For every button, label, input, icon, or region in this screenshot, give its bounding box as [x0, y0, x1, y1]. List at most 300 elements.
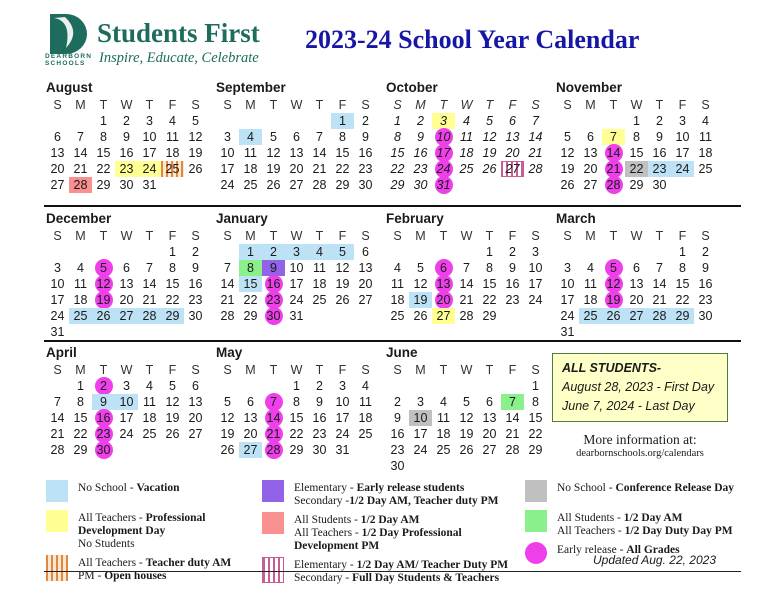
day-cell: 17 [289, 277, 304, 291]
day-cell: 23 [648, 161, 671, 177]
weekday-header: S [393, 229, 402, 243]
weekday-header: T [99, 229, 108, 243]
day-cell: 30 [652, 178, 667, 192]
day-cell: 3 [146, 114, 153, 128]
day-cell: 28 [138, 308, 161, 324]
weekday-header: S [361, 98, 370, 112]
day-cell: 5 [270, 130, 277, 144]
month-march [556, 211, 726, 340]
weekday-header: W [460, 98, 473, 112]
day-cell: 26 [335, 293, 350, 307]
day-cell: 27 [482, 443, 497, 457]
day-cell: 19 [95, 291, 113, 309]
day-cell: 26 [188, 162, 203, 176]
day-cell: 10 [142, 130, 157, 144]
day-cell: 19 [266, 162, 281, 176]
month-title: September [216, 80, 286, 95]
legend-text: All Teachers - Professional Development Day No Students [78, 512, 206, 550]
day-cell: 17 [142, 146, 157, 160]
day-cell: 29 [482, 309, 497, 323]
day-cell: 14 [459, 277, 474, 291]
month-grid [386, 362, 547, 474]
weekday-header: W [460, 363, 473, 377]
weekday-header: F [508, 363, 517, 377]
day-cell: 15 [289, 411, 304, 425]
day-cell: 16 [652, 146, 667, 160]
weekday-header: S [393, 363, 402, 377]
day-cell: 9 [394, 411, 401, 425]
day-cell: 4 [702, 114, 709, 128]
day-cell: 22 [528, 427, 543, 441]
day-cell: 3 [679, 114, 686, 128]
day-cell: 19 [605, 291, 623, 309]
legend [46, 480, 755, 589]
day-cell: 21 [652, 293, 667, 307]
day-cell: 18 [312, 277, 327, 291]
day-cell: 28 [265, 441, 283, 459]
day-cell: 13 [188, 395, 203, 409]
day-cell: 29 [671, 308, 694, 324]
day-cell: 4 [362, 379, 369, 393]
day-cell: 5 [169, 379, 176, 393]
last-day-line: June 7, 2024 - Last Day [562, 399, 695, 413]
month-title: May [216, 345, 243, 360]
weekday-header: S [531, 98, 540, 112]
day-cell: 5 [564, 130, 571, 144]
month-grid [216, 228, 377, 324]
day-cell: 28 [69, 177, 92, 193]
day-cell: 4 [77, 261, 84, 275]
day-cell: 29 [161, 308, 184, 324]
day-cell: 27 [115, 308, 138, 324]
day-cell: 13 [435, 275, 453, 293]
row-divider [44, 205, 741, 207]
weekday-header: W [460, 229, 473, 243]
weekday-header: S [191, 363, 200, 377]
day-cell: 23 [312, 427, 327, 441]
day-cell: 2 [702, 245, 709, 259]
day-cell: 26 [220, 443, 235, 457]
legend-item [46, 555, 262, 583]
day-cell: 25 [142, 427, 157, 441]
day-cell: 11 [166, 130, 179, 144]
weekday-header: T [485, 363, 494, 377]
day-cell: 11 [74, 277, 87, 291]
weekday-header: F [508, 229, 517, 243]
day-cell: 5 [605, 259, 623, 277]
day-cell: 12 [482, 130, 497, 144]
day-cell: 20 [358, 277, 373, 291]
day-cell: 9 [702, 261, 709, 275]
day-cell: 9 [92, 394, 115, 410]
weekday-header: W [290, 229, 303, 243]
day-cell: 18 [583, 293, 598, 307]
month-april [46, 345, 216, 474]
day-cell: 20 [435, 291, 453, 309]
day-cell: 22 [335, 162, 350, 176]
day-cell: 30 [358, 178, 373, 192]
day-cell: 10 [675, 130, 690, 144]
day-cell: 10 [528, 261, 543, 275]
day-cell: 24 [289, 293, 304, 307]
bottom-rule [44, 571, 741, 572]
day-cell: 24 [119, 427, 134, 441]
weekday-header: T [315, 363, 324, 377]
day-cell: 8 [77, 395, 84, 409]
day-cell: 9 [262, 260, 285, 276]
day-cell: 12 [560, 146, 575, 160]
month-title: April [46, 345, 77, 360]
day-cell: 25 [390, 309, 405, 323]
day-cell: 18 [358, 411, 373, 425]
weekday-header: T [655, 229, 664, 243]
months-row-3 [46, 345, 556, 474]
day-cell: 7 [54, 395, 61, 409]
day-cell: 1 [633, 114, 640, 128]
weekday-header: M [585, 229, 596, 243]
day-cell: 21 [605, 160, 623, 178]
weekday-header: F [168, 229, 177, 243]
day-cell: 20 [482, 427, 497, 441]
day-cell: 15 [239, 276, 262, 292]
month-august [46, 80, 216, 193]
day-cell: 26 [560, 178, 575, 192]
day-cell: 23 [265, 291, 283, 309]
day-cell: 4 [169, 114, 176, 128]
day-cell: 10 [115, 394, 138, 410]
day-cell: 3 [432, 113, 455, 129]
month-title: December [46, 211, 112, 226]
day-cell: 13 [289, 146, 304, 160]
day-cell: 29 [335, 178, 350, 192]
weekday-header: T [609, 98, 618, 112]
brand-name: Students First [97, 18, 260, 48]
weekday-header: S [361, 363, 370, 377]
day-cell: 9 [656, 130, 663, 144]
weekday-header: S [191, 98, 200, 112]
day-cell: 23 [188, 293, 203, 307]
month-title: November [556, 80, 623, 95]
day-cell: 9 [509, 261, 516, 275]
day-cell: 3 [285, 244, 308, 260]
weekday-header: F [338, 229, 347, 243]
day-cell: 29 [390, 178, 405, 192]
legend-text: No School - Conference Release Day [557, 482, 735, 494]
day-cell: 20 [289, 162, 304, 176]
day-cell: 17 [435, 144, 453, 162]
day-cell: 22 [625, 161, 648, 177]
day-cell: 25 [436, 443, 451, 457]
weekday-header: M [245, 363, 256, 377]
day-cell: 11 [584, 277, 597, 291]
day-cell: 21 [220, 293, 235, 307]
day-cell: 18 [698, 146, 713, 160]
day-cell: 23 [413, 162, 428, 176]
day-cell: 10 [220, 146, 235, 160]
day-cell: 23 [358, 162, 373, 176]
legend-column-3 [525, 480, 755, 589]
day-cell: 9 [417, 130, 424, 144]
weekday-header: T [609, 229, 618, 243]
day-cell: 13 [629, 277, 644, 291]
legend-swatch-circle [525, 542, 547, 564]
day-cell: 16 [505, 277, 520, 291]
weekday-header: S [223, 229, 232, 243]
weekday-header: M [585, 98, 596, 112]
day-cell: 25 [312, 293, 327, 307]
day-cell: 13 [243, 411, 258, 425]
dearborn-schools-logo [46, 13, 94, 55]
day-cell: 11 [391, 277, 404, 291]
day-cell: 5 [95, 259, 113, 277]
day-cell: 6 [293, 130, 300, 144]
day-cell: 26 [92, 308, 115, 324]
day-cell: 17 [335, 411, 350, 425]
day-cell: 27 [583, 178, 598, 192]
day-cell: 3 [532, 245, 539, 259]
day-cell: 21 [50, 427, 65, 441]
day-cell: 26 [165, 427, 180, 441]
day-cell: 27 [50, 178, 65, 192]
calendar-url[interactable]: dearbornschools.org/calendars [576, 448, 704, 459]
weekday-header: S [53, 229, 62, 243]
day-cell: 24 [435, 160, 453, 178]
day-cell: 14 [605, 144, 623, 162]
day-cell: 7 [224, 261, 231, 275]
day-cell: 21 [142, 293, 157, 307]
day-cell: 1 [293, 379, 300, 393]
day-cell: 7 [265, 393, 283, 411]
day-cell: 17 [560, 293, 575, 307]
day-cell: 20 [119, 293, 134, 307]
legend-text: All Teachers - Teacher duty AM PM - Open houses [78, 557, 232, 582]
weekday-header: W [120, 98, 133, 112]
weekday-header: T [485, 98, 494, 112]
month-title: August [46, 80, 93, 95]
day-cell: 2 [417, 114, 424, 128]
day-cell: 8 [486, 261, 493, 275]
weekday-header: F [338, 98, 347, 112]
day-cell: 6 [192, 379, 199, 393]
day-cell: 18 [390, 293, 405, 307]
weekday-header: W [120, 229, 133, 243]
day-cell: 17 [413, 427, 428, 441]
day-cell: 6 [123, 261, 130, 275]
day-cell: 23 [390, 443, 405, 457]
day-cell: 12 [413, 277, 428, 291]
day-cell: 10 [50, 277, 65, 291]
weekday-header: F [338, 363, 347, 377]
day-cell: 3 [339, 379, 346, 393]
legend-item [262, 480, 525, 508]
day-cell: 5 [224, 395, 231, 409]
day-cell: 8 [679, 261, 686, 275]
day-cell: 19 [165, 411, 180, 425]
day-cell: 17 [119, 411, 134, 425]
day-cell: 15 [528, 411, 543, 425]
day-cell: 5 [486, 114, 493, 128]
legend-swatch-blue [46, 480, 68, 502]
day-cell: 23 [698, 293, 713, 307]
day-cell: 27 [188, 427, 203, 441]
day-cell: 22 [390, 162, 405, 176]
day-cell: 21 [312, 162, 327, 176]
day-cell: 1 [239, 244, 262, 260]
day-cell: 29 [96, 178, 111, 192]
legend-item [46, 480, 262, 506]
day-cell: 13 [505, 130, 520, 144]
day-cell: 9 [192, 261, 199, 275]
day-cell: 12 [220, 411, 235, 425]
day-cell: 28 [605, 176, 623, 194]
day-cell: 6 [587, 130, 594, 144]
day-cell: 13 [583, 146, 598, 160]
day-cell: 13 [482, 411, 497, 425]
day-cell: 9 [123, 130, 130, 144]
day-cell: 23 [505, 293, 520, 307]
day-cell: 6 [633, 261, 640, 275]
day-cell: 8 [100, 130, 107, 144]
month-november [556, 80, 726, 193]
day-cell: 30 [95, 441, 113, 459]
day-cell: 8 [339, 130, 346, 144]
day-cell: 24 [335, 427, 350, 441]
weekday-header: M [75, 98, 86, 112]
day-cell: 11 [143, 395, 156, 409]
legend-swatch-purple [262, 480, 284, 502]
weekday-header: T [145, 363, 154, 377]
day-cell: 11 [437, 411, 450, 425]
day-cell: 6 [509, 114, 516, 128]
day-cell: 4 [463, 114, 470, 128]
day-cell: 18 [436, 427, 451, 441]
weekday-header: S [701, 229, 710, 243]
day-cell: 20 [629, 293, 644, 307]
weekday-header: T [269, 98, 278, 112]
legend-text: Elementary - 1/2 Day AM/ Teacher Duty PM Secondary - Full Day Students & Teachers [294, 559, 509, 584]
months-row-2 [46, 211, 726, 340]
day-cell: 18 [142, 411, 157, 425]
month-grid [216, 97, 377, 193]
day-cell: 2 [394, 395, 401, 409]
day-cell: 24 [413, 443, 428, 457]
day-cell: 17 [50, 293, 65, 307]
day-cell: 22 [73, 427, 88, 441]
month-may [216, 345, 386, 474]
day-cell: 21 [265, 425, 283, 443]
day-cell: 28 [312, 178, 327, 192]
day-cell: 3 [224, 130, 231, 144]
day-cell: 12 [335, 261, 350, 275]
day-cell: 7 [463, 261, 470, 275]
day-cell: 16 [413, 146, 428, 160]
day-cell: 31 [335, 443, 350, 457]
day-cell: 27 [358, 293, 373, 307]
day-cell: 5 [331, 244, 354, 260]
day-cell: 15 [390, 146, 405, 160]
weekday-header: F [678, 98, 687, 112]
day-cell: 23 [95, 425, 113, 443]
month-title: March [556, 211, 596, 226]
legend-swatch-orange-stripes [46, 555, 68, 581]
legend-swatch-salmon [262, 512, 284, 534]
day-cell: 4 [394, 261, 401, 275]
day-cell: 21 [73, 162, 88, 176]
month-grid [46, 97, 207, 193]
day-cell: 31 [289, 309, 304, 323]
day-cell: 25 [358, 427, 373, 441]
legend-column-1 [46, 480, 262, 589]
day-cell: 30 [312, 443, 327, 457]
legend-swatch-pink-stripes [262, 557, 284, 583]
day-cell: 8 [633, 130, 640, 144]
row-divider [44, 340, 741, 342]
day-cell: 28 [528, 162, 543, 176]
day-cell: 10 [409, 410, 432, 426]
day-cell: 14 [220, 277, 235, 291]
weekday-header: M [415, 98, 426, 112]
day-cell: 5 [417, 261, 424, 275]
day-cell: 20 [188, 411, 203, 425]
day-cell: 7 [501, 394, 524, 410]
legend-text: Early release - All Grades [557, 544, 680, 556]
day-cell: 7 [316, 130, 323, 144]
weekday-header: W [120, 363, 133, 377]
day-cell: 17 [220, 162, 235, 176]
day-cell: 11 [313, 261, 326, 275]
weekday-header: S [563, 98, 572, 112]
weekday-header: M [415, 363, 426, 377]
day-cell: 10 [335, 395, 350, 409]
day-cell: 28 [505, 443, 520, 457]
month-title: October [386, 80, 438, 95]
day-cell: 18 [165, 146, 180, 160]
day-cell: 5 [192, 114, 199, 128]
weekday-header: S [223, 98, 232, 112]
weekday-header: M [245, 98, 256, 112]
day-cell: 2 [362, 114, 369, 128]
updated-note: Updated Aug. 22, 2023 [593, 553, 716, 567]
day-cell: 6 [435, 259, 453, 277]
day-cell: 17 [675, 146, 690, 160]
weekday-header: S [393, 98, 402, 112]
day-cell: 1 [486, 245, 493, 259]
day-cell: 16 [119, 146, 134, 160]
day-cell: 21 [459, 293, 474, 307]
day-cell: 5 [463, 395, 470, 409]
day-cell: 25 [698, 162, 713, 176]
day-cell: 16 [312, 411, 327, 425]
day-cell: 8 [169, 261, 176, 275]
month-title: January [216, 211, 268, 226]
day-cell: 1 [394, 114, 401, 128]
day-cell: 26 [266, 178, 281, 192]
day-cell: 14 [312, 146, 327, 160]
all-students-title: ALL STUDENTS- [562, 361, 662, 375]
day-cell: 22 [289, 427, 304, 441]
legend-item [525, 510, 755, 538]
day-cell: 4 [308, 244, 331, 260]
day-cell: 16 [188, 277, 203, 291]
day-cell: 14 [528, 130, 543, 144]
day-cell: 31 [560, 325, 575, 339]
legend-text: No School - Vacation [78, 482, 180, 494]
weekday-header: T [99, 98, 108, 112]
day-cell: 21 [505, 427, 520, 441]
weekday-header: T [439, 98, 448, 112]
weekday-header: S [563, 229, 572, 243]
weekday-header: M [75, 229, 86, 243]
